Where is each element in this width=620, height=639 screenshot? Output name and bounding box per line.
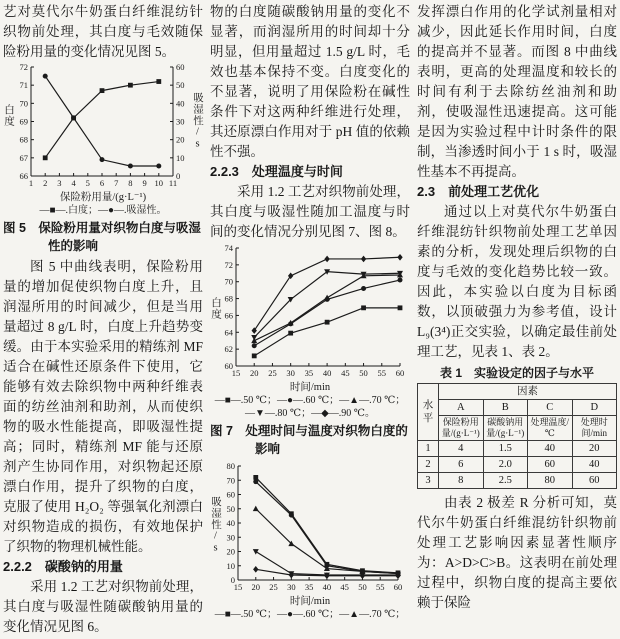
svg-text:71: 71 [19,80,28,91]
figure7-plot [210,242,410,382]
figure5-legend: —■—.白度；—●—.吸湿性。 [39,205,167,216]
svg-text:10: 10 [176,152,185,163]
svg-text:72: 72 [19,62,28,72]
table-row [418,441,617,457]
svg-text:66: 66 [19,171,28,181]
svg-text:15: 15 [233,582,243,592]
table1-col-name: 碳酸钠用量/(g·L⁻¹) [483,416,528,441]
paragraph: 采用 1.2 工艺对织物前处理，其白度与吸湿性随加工温度与时间的变化情况分别见图 7、图 8。 [210,184,410,239]
section-heading-2-2-2: 2.2.2 碳酸钠的用量 [3,559,123,574]
svg-text:20: 20 [226,546,235,557]
svg-text:3: 3 [57,178,62,188]
figure8-x-axis-label: 时间/min [289,596,331,607]
svg-text:30: 30 [286,368,295,378]
table-cell: 60 [528,457,573,473]
right-column [417,2,617,637]
figure8-legend-line1: —■—.50 ℃；—●—.60 ℃；—▲—.70 ℃； [214,609,406,620]
svg-text:40: 40 [322,582,332,592]
table-cell: 40 [572,457,617,473]
svg-text:67: 67 [19,152,28,163]
figure5-chart [3,62,203,192]
table1-corner-cell: 水平 [418,384,439,441]
svg-text:68: 68 [224,293,233,304]
section-heading-2-2-3: 2.2.3 处理温度与时间 [210,164,343,179]
svg-text:6: 6 [99,178,105,188]
table1-col-id: C [528,400,573,416]
paragraph-continuation: 发挥漂白作用的化学试剂量相对减少，因此延长作用时间，白度的提高并不显著。而图 8 中曲线表明，更高的处理温度和较长的时间有利于去除纺丝油剂和助剂，使吸湿性迅速提高。这可能是因为实验过程中计时条件的限制，当渗透时间小于 1 s 时，吸湿性基本不再提高。 [417,4,617,179]
table1-group-header: 因素 [439,384,617,400]
svg-text:45: 45 [341,368,350,378]
figure7-caption: 图 7 处理时间与温度对织物白度的影响 [210,424,408,456]
svg-text:60: 60 [224,361,233,371]
svg-text:1: 1 [28,178,34,188]
table1-col-id: B [483,400,528,416]
svg-text:55: 55 [377,368,387,378]
table-cell: 2.0 [483,457,528,473]
paragraph: 由表 2 极差 R 分析可知，莫代尔牛奶蛋白纤维混纺针织物前处理工艺影响因素显著性顺序为：A>D>C>B。这表明在前处理过程中，织物白度的提高主要依赖于保险 [417,495,617,610]
svg-text:30: 30 [226,532,235,543]
svg-text:60: 60 [393,582,403,592]
table-cell: 1 [418,441,439,457]
svg-text:7: 7 [114,178,119,188]
table-cell: 6 [439,457,484,473]
svg-text:60: 60 [395,368,405,378]
figure5-plot [3,62,203,192]
left-column [3,2,203,637]
figure8-chart [210,460,410,596]
svg-text:69: 69 [19,116,28,127]
figure8-y-axis-label: 吸湿性/s [210,496,221,555]
svg-text:35: 35 [304,582,314,592]
table-cell: 2.5 [483,473,528,489]
table1-col-name: 处理温度/℃ [528,416,573,441]
svg-text:20: 20 [251,582,261,592]
paragraph: 通过以上对莫代尔牛奶蛋白纤维混纺针织物前处理工艺单因素的分析，发现处理后织物的白度与毛效的变化趋势比较一致。因此，本实验以白度为目标函数，以顶破强力为参考值，设计 L₉(3⁴)正交实验，以确定最佳前处理工艺，见表 1、表 2。 [417,204,617,359]
table1-factors-levels [417,383,617,489]
svg-text:15: 15 [231,368,241,378]
svg-text:0: 0 [176,171,181,181]
table-cell: 3 [418,473,439,489]
svg-text:30: 30 [287,582,296,592]
table1-col-id: A [439,400,484,416]
table-cell: 4 [439,441,484,457]
paragraph-continuation: 物的白度随碳酸钠用量的变化不显著，而润湿所用的时间却十分明显，但用量超过 1.5 g/L 时，毛效也基本保持不变。白度变化的不显著，说明了用保险粉在碱性条件下对这两种纤维进行处理，其还原漂白作用对于 pH 值的依赖性不强。 [210,4,410,159]
svg-text:10: 10 [154,178,164,188]
svg-text:2: 2 [43,178,48,188]
table-row [418,457,617,473]
table1-col-name: 保险粉用量/(g·L⁻¹) [439,416,484,441]
table-row [418,473,617,489]
svg-text:70: 70 [19,98,28,109]
table-cell: 60 [572,473,617,489]
svg-text:62: 62 [224,344,233,355]
svg-text:20: 20 [249,368,259,378]
svg-text:4: 4 [71,178,76,188]
table-cell: 2 [418,457,439,473]
figure5-y-axis-label: 白度 [3,104,14,127]
svg-text:60: 60 [176,62,185,72]
table1-col-name: 处理时间/min [572,416,617,441]
svg-text:64: 64 [224,327,233,338]
svg-text:50: 50 [176,80,185,91]
svg-text:50: 50 [359,368,368,378]
table-cell: 8 [439,473,484,489]
svg-text:72: 72 [224,259,233,270]
svg-text:20: 20 [176,134,185,145]
middle-column [210,2,410,637]
table-row [418,416,617,441]
svg-text:9: 9 [142,178,147,188]
table-cell: 40 [528,441,573,457]
svg-text:25: 25 [268,368,277,378]
svg-text:35: 35 [304,368,314,378]
paragraph-continuation: 艺对莫代尔牛奶蛋白纤维混纺针织物前处理，其白度与毛效随保险粉用量的变化情况见图 5。 [3,4,203,59]
figure8-plot [210,460,410,596]
svg-text:55: 55 [375,582,385,592]
svg-text:8: 8 [128,178,133,188]
table1-col-id: D [572,400,617,416]
figure5-y2-axis-label: 吸湿性/s [192,92,203,151]
svg-text:45: 45 [340,582,349,592]
svg-text:0: 0 [230,575,235,585]
svg-text:70: 70 [224,276,233,287]
svg-text:68: 68 [19,134,28,145]
svg-text:5: 5 [85,178,90,188]
svg-text:25: 25 [269,582,278,592]
paragraph: 采用 1.2 工艺对织物前处理，其白度与吸湿性随碳酸钠用量的变化情况见图 6。 [3,579,203,634]
svg-text:50: 50 [358,582,367,592]
figure7-chart [210,242,410,382]
svg-text:11: 11 [168,178,178,188]
figure5-caption: 图 5 保险粉用量对织物白度与吸湿性的影响 [3,221,201,253]
svg-text:66: 66 [224,310,233,321]
svg-text:60: 60 [226,489,235,500]
svg-text:70: 70 [226,475,235,486]
svg-text:80: 80 [226,461,235,471]
table-row [418,400,617,416]
paragraph: 图 5 中曲线表明，保险粉用量的增加促使织物白度上升，且润湿所用的时间减少，但是当用量超过 8 g/L 时，白度上升趋势变缓。由于本实验采用的精练剂 MF 适合在碱性还原条件下使用，它能够有效去除织物中两种纤维表面的纺丝油剂和助剂，从而使织物的吸水性能提高，即吸湿性提高；同时，精练剂 MF 能与还原剂产生协同作用，对织物起还原漂白作用，提升了织物的白度，克服了使用 H₂O₂ 等强氧化剂漂白对织物造成的损伤，有效地保护了织物的物理机械性能。 [3,259,203,554]
table-cell: 20 [572,441,617,457]
figure7-legend-line1: —■—.50 ℃；—●—.60 ℃；—▲—.70 ℃； [214,395,406,406]
svg-text:10: 10 [226,560,235,571]
table-cell: 80 [528,473,573,489]
figure5-x-axis-label: 保险粉用量/(g·L⁻¹) [59,192,147,203]
svg-text:40: 40 [176,98,185,109]
figure7-legend-line2: —▼—.80 ℃；—◆—.90 ℃。 [245,408,375,419]
table-row [418,384,617,400]
svg-text:50: 50 [226,503,235,514]
svg-text:30: 30 [176,116,185,127]
svg-text:40: 40 [322,368,332,378]
table-cell: 1.5 [483,441,528,457]
figure7-y-axis-label: 白度 [210,297,221,320]
svg-text:40: 40 [226,518,235,528]
section-heading-2-3: 2.3 前处理工艺优化 [417,184,540,199]
table1-caption: 表 1 实验设定的因子与水平 [439,366,594,380]
svg-text:74: 74 [224,243,233,253]
figure7-x-axis-label: 时间/min [289,382,331,393]
